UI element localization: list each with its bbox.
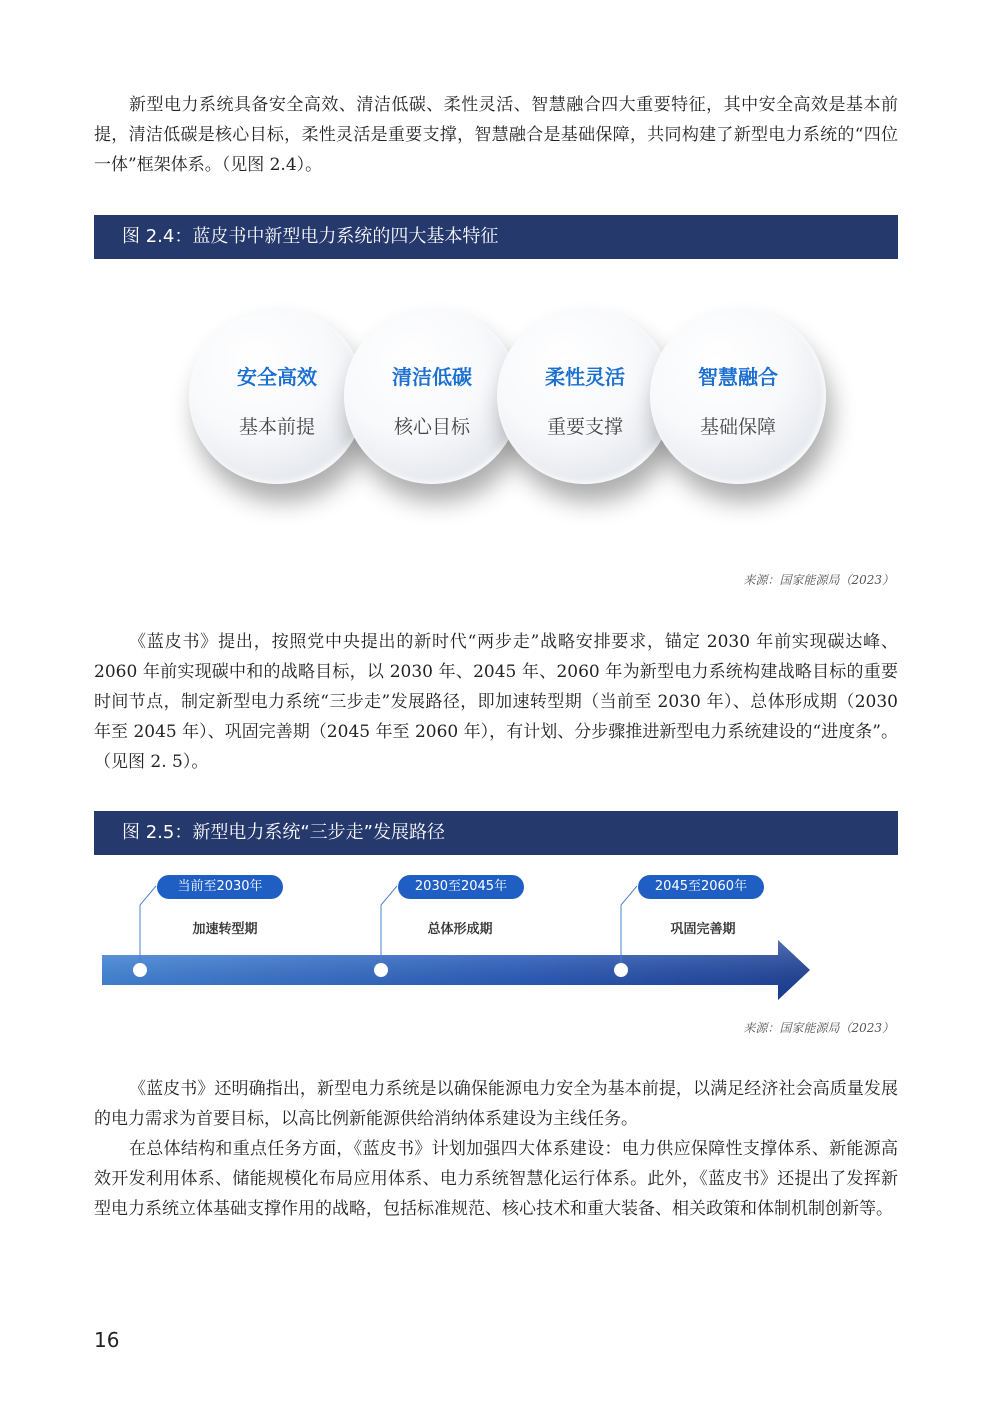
feature-title: 柔性灵活 [545,365,625,389]
feature-circle-smart [650,308,826,484]
timeline-node-2 [374,963,388,977]
timeline-stage-label-3: 巩固完善期 [670,922,736,937]
timeline-node-3 [614,963,628,977]
feature-subtitle: 重要支撑 [546,416,623,438]
feature-title: 智慧融合 [698,365,778,389]
figure-2-4-source: 来源：国家能源局（2023） [743,573,894,587]
timeline-period-badge-1: 当前至2030年 [157,875,283,899]
feature-circle-flexible [497,308,673,484]
figure-2-5-title: 图 2.5：新型电力系统“三步走”发展路径 [94,811,898,855]
figure-2-4-title: 图 2.4：蓝皮书中新型电力系统的四大基本特征 [94,215,898,259]
feature-title: 安全高效 [237,365,317,389]
feature-circle-safety [189,308,365,484]
figure-2-5-source: 来源：国家能源局（2023） [743,1021,894,1035]
paragraph-three-steps: 《蓝皮书》提出，按照党中央提出的新时代“两步走”战略安排要求，锚定 2030 年前实现碳达峰、2060 年前实现碳中和的战略目标，以 2030 年、2045 年、2060 年为新型电力系统构建战略目标的重要时间节点，制定新型电力系统“三步走”发展路径，即加速转型期（当前至 2030 年）、总体形成期（2030 年至 2045 年）、巩固完善期（2045 年至 2060 年），有计划、分步骤推进新型电力系统建设的“进度条”。（见图 2. 5）。 [94,632,898,772]
paragraph-intro: 新型电力系统具备安全高效、清洁低碳、柔性灵活、智慧融合四大重要特征，其中安全高效是基本前提，清洁低碳是核心目标，柔性灵活是重要支撑，智慧融合是基础保障，共同构建了新型电力系统的“四位一体”框架体系。（见图 2.4）。 [94,95,898,175]
timeline-period-badge-3: 2045至2060年 [638,875,764,899]
feature-subtitle: 基本前提 [238,416,315,438]
feature-subtitle: 基础保障 [699,416,776,438]
paragraph-blue-book-summary: 《蓝皮书》还明确指出，新型电力系统是以确保能源电力安全为基本前提，以满足经济社会高质量发展的电力需求为首要目标，以高比例新能源供给消纳体系建设为主线任务。 [94,1079,898,1129]
feature-circle-clean [344,308,520,484]
timeline-period-badge-2: 2030至2045年 [398,875,524,899]
feature-subtitle: 核心目标 [393,416,470,438]
paragraph-four-systems: 在总体结构和重点任务方面，《蓝皮书》计划加强四大体系建设：电力供应保障性支撑体系、新能源高效开发利用体系、储能规模化布局应用体系、电力系统智慧化运行体系。此外，《蓝皮书》还提出了发挥新型电力系统立体基础支撑作用的战略，包括标准规范、核心技术和重大装备、相关政策和体制机制创新等。 [94,1139,898,1219]
timeline-node-1 [133,963,147,977]
page-number: 16 [94,1328,120,1352]
timeline-stage-label-1: 加速转型期 [192,922,258,937]
feature-title: 清洁低碳 [392,365,472,389]
timeline-stage-label-2: 总体形成期 [427,922,493,937]
